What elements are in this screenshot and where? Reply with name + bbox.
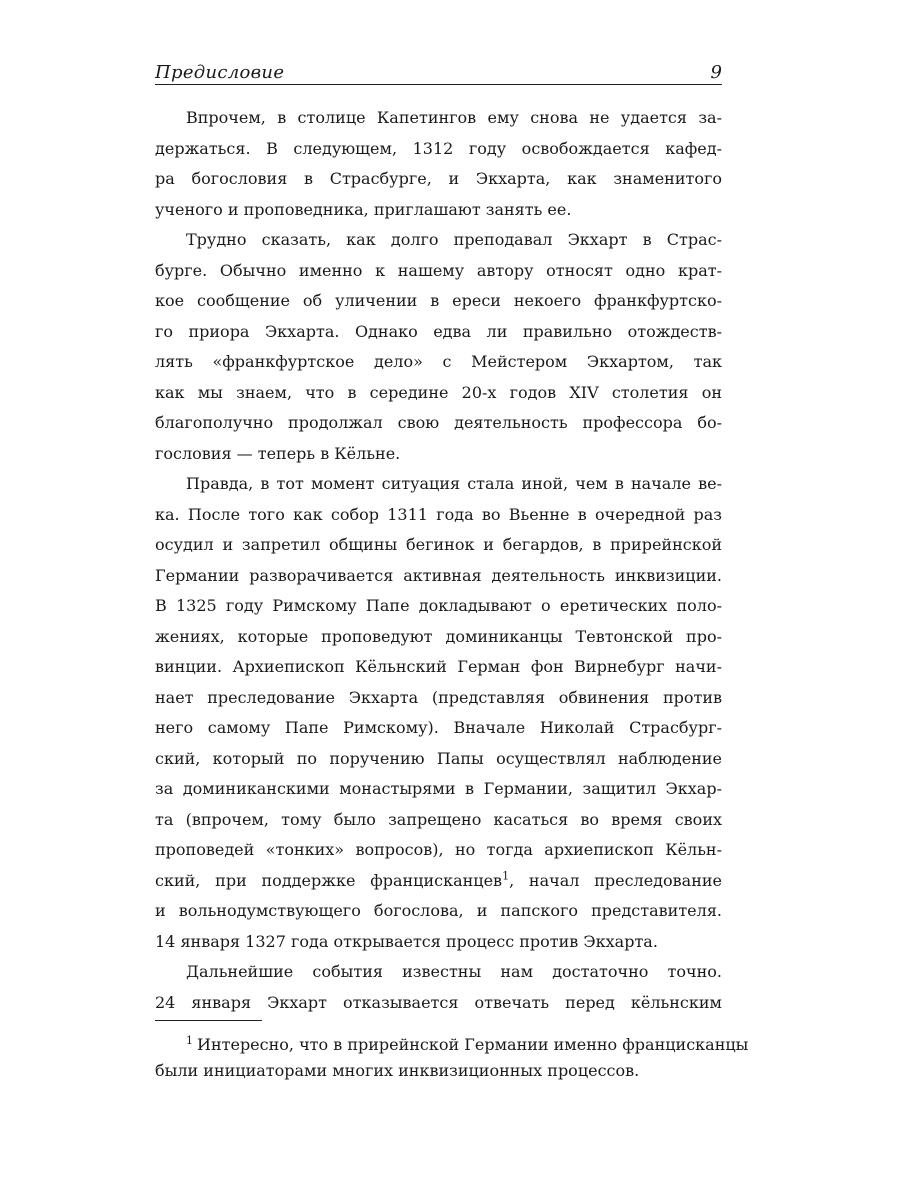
text-line: гословия — теперь в Кёльне. [155,443,401,463]
footnote-reference[interactable]: 1 [502,869,510,883]
text-line: Впрочем, в столице Капетингов ему снова не удается за- [186,108,722,127]
text-line: как мы знаем, что в середине 20-х годов XIV столетия он [155,382,722,402]
text-line: ский, который по поручению Папы осуществлял наблюдение [155,748,722,768]
text-line: В 1325 году Римскому Папе докладывают о еретических поло- [155,596,722,615]
text-line: Германии разворачивается активная деятельность инквизиции. [155,565,722,585]
text-line: жениях, которые проповедуют доминиканцы Тевтонской про- [155,626,722,646]
text-line: 14 января 1327 года открывается процесс против Экхарта. [155,931,658,951]
text-line: него самому Папе Римскому). Вначале Николай Страсбург- [155,718,722,737]
footnote-line [155,1032,749,1058]
running-header [155,60,722,85]
text-line: за доминиканскими монастырями в Германии, защитил Экхар- [155,779,722,798]
text-line: ученого и проповедника, приглашают занять ее. [155,199,572,219]
footnote-line: были инициаторами многих инквизиционных процессов. [155,1061,640,1080]
text-line: 24 января Экхарт отказывается отвечать перед кёльнским [155,992,722,1012]
footnote-text: Интересно, что в прирейнской Германии именно францисканцы [197,1035,749,1054]
paragraph-2 [155,230,722,474]
text-line: ка. После того как собор 1311 года во Вьенне в очередной раз [155,504,722,524]
text-line: осудил и запретил общины бегинок и бегардов, в прирейнской [155,535,722,554]
text-fragment: ский, при поддержке францисканцев [155,870,503,890]
text-line: Дальнейшие события известны нам достаточно точно. [186,962,722,981]
text-line: Трудно сказать, как долго преподавал Экхарт в Страс- [186,230,722,249]
page-number: 9 [710,62,722,83]
text-fragment: , начал преследование [509,870,723,890]
text-line: та (впрочем, тому было запрещено касаться во время своих [155,809,722,829]
text-line: благополучно продолжал свою деятельность профессора бо- [155,413,722,432]
text-line: ра богословия в Страсбурге, и Экхарта, как знаменитого [155,169,722,188]
footnote-mark: 1 [186,1033,193,1047]
text-line: винции. Архиепископ Кёльнский Герман фон Вирнебург начи- [155,657,722,676]
text-line: лять «франкфуртское дело» с Мейстером Экхартом, так [155,352,722,371]
text-line: го приора Экхарта. Однако едва ли правильно отождеств- [155,321,722,341]
text-line-with-footnote [155,871,722,902]
text-line: держаться. В следующем, 1312 году освобождается кафед- [155,138,722,158]
body-text [155,108,722,1023]
text-line: Правда, в тот момент ситуация стала иной, чем в начале ве- [186,474,722,493]
paragraph-3 [155,474,722,962]
text-line: бурге. Обычно именно к нашему автору относят одно крат- [155,260,722,280]
footnote [155,1032,749,1084]
text-line: проповедей «тонких» вопросов), но тогда архиепископ Кёльн- [155,840,722,859]
footnote-separator [155,1020,262,1021]
paragraph-4 [155,962,722,1023]
text-line: и вольнодумствующего богослова, и папского представителя. [155,901,722,920]
paragraph-1 [155,108,722,230]
text-line: кое сообщение об уличении в ереси некоего франкфуртско- [155,291,722,310]
text-line: нает преследование Экхарта (представляя обвинения против [155,687,722,707]
running-title: Предисловие [155,62,285,83]
